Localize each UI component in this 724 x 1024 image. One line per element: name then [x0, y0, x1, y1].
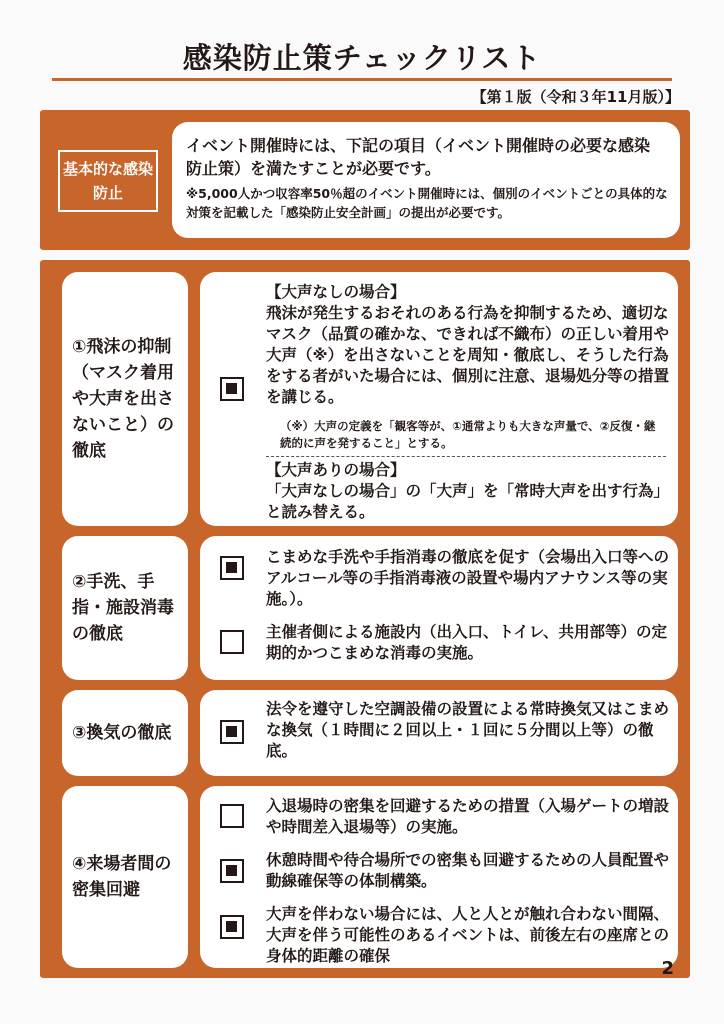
- title-underline: [52, 78, 672, 81]
- section-4-item-3-checkbox[interactable]: [220, 915, 244, 939]
- section-2-item-1-text: こまめな手洗や手指消毒の徹底を促す（会場出入口等へのアルコール等の手指消毒液の設置や場内アナウンス等の実施。）。: [266, 548, 670, 608]
- basic-text: イベント開催時には、下記の項目（イベント開催時の必要な感染防止策）を満たすことが必要です。: [186, 136, 651, 178]
- section-1-item-1-heading: 【大声なしの場合】: [266, 283, 406, 301]
- section-3-label: ③換気の徹底: [62, 690, 188, 776]
- section-4-label: ④来場者間の密集回避: [62, 786, 188, 968]
- section-4-item-2-text: 休憩時間や待合場所での密集も回避するための人員配置や動線確保等の体制構築。: [266, 851, 670, 890]
- section-1-item-2-text: 「大声なしの場合」の「大声」を「常時大声を出す行為」と読み替える。: [266, 482, 670, 521]
- section-4-item-2-checkbox[interactable]: [220, 859, 244, 883]
- section-3-item-1-text: 法令を遵守した空調設備の設置による常時換気又はこまめな換気（１時間に２回以上・１回に５分間以上等）の徹底。: [266, 700, 670, 760]
- basic-note: ※5,000人かつ収容率50％超のイベント開催時には、個別のイベントごとの具体的な対策を記載した「感染防止安全計画」の提出が必要です。: [186, 186, 668, 220]
- basic-text-box: [172, 122, 680, 238]
- basic-label: 基本的な感染防止: [58, 150, 158, 212]
- section-1-label: ①飛沫の抑制（マスク着用や大声を出さないこと）の徹底: [62, 272, 188, 526]
- section-1-item-1-note: （※）大声の定義を「観客等が、①通常よりも大きな声量で、②反復・継続的に声を発すること」とする。: [280, 419, 656, 450]
- page-title: 感染防止策チェックリスト: [182, 41, 542, 75]
- page-number: 2: [661, 958, 674, 979]
- section-2-label: ②手洗、手指・施設消毒の徹底: [62, 536, 188, 680]
- section-1-item-2-heading: 【大声ありの場合】: [266, 461, 406, 479]
- section-2-item-2-text: 主催者側による施設内（出入口、トイレ、共用部等）の定期的かつこまめな消毒の実施。: [266, 623, 667, 662]
- section-2-item-2-checkbox[interactable]: [220, 630, 244, 654]
- edition-label: 【第１版（令和３年11月版）】: [471, 88, 680, 106]
- section-1-item-1-checkbox[interactable]: [220, 377, 244, 401]
- section-3-item-1-checkbox[interactable]: [220, 720, 244, 744]
- section-2-item-1-checkbox[interactable]: [220, 556, 244, 580]
- section-4-item-3-text: 大声を伴わない場合には、人と人とが触れ合わない間隔、大声を伴う可能性のあるイベントは、前後左右の座席との身体的距離の確保: [266, 905, 670, 965]
- section-1-divider: [266, 456, 666, 457]
- section-1-item-1-text: 飛沫が発生するおそれのある行為を抑制するため、適切なマスク（品質の確かな、できれば不織布）の正しい着用や大声（※）を出さないことを周知・徹底し、そうした行為をする者がいた場合には、個別に注意、退場処分等の措置を講じる。: [266, 304, 670, 406]
- section-4-item-1-text: 入退場時の密集を回避するための措置（入場ゲートの増設や時間差入退場等）の実施。: [266, 797, 670, 836]
- section-4-item-1-checkbox[interactable]: [220, 804, 244, 828]
